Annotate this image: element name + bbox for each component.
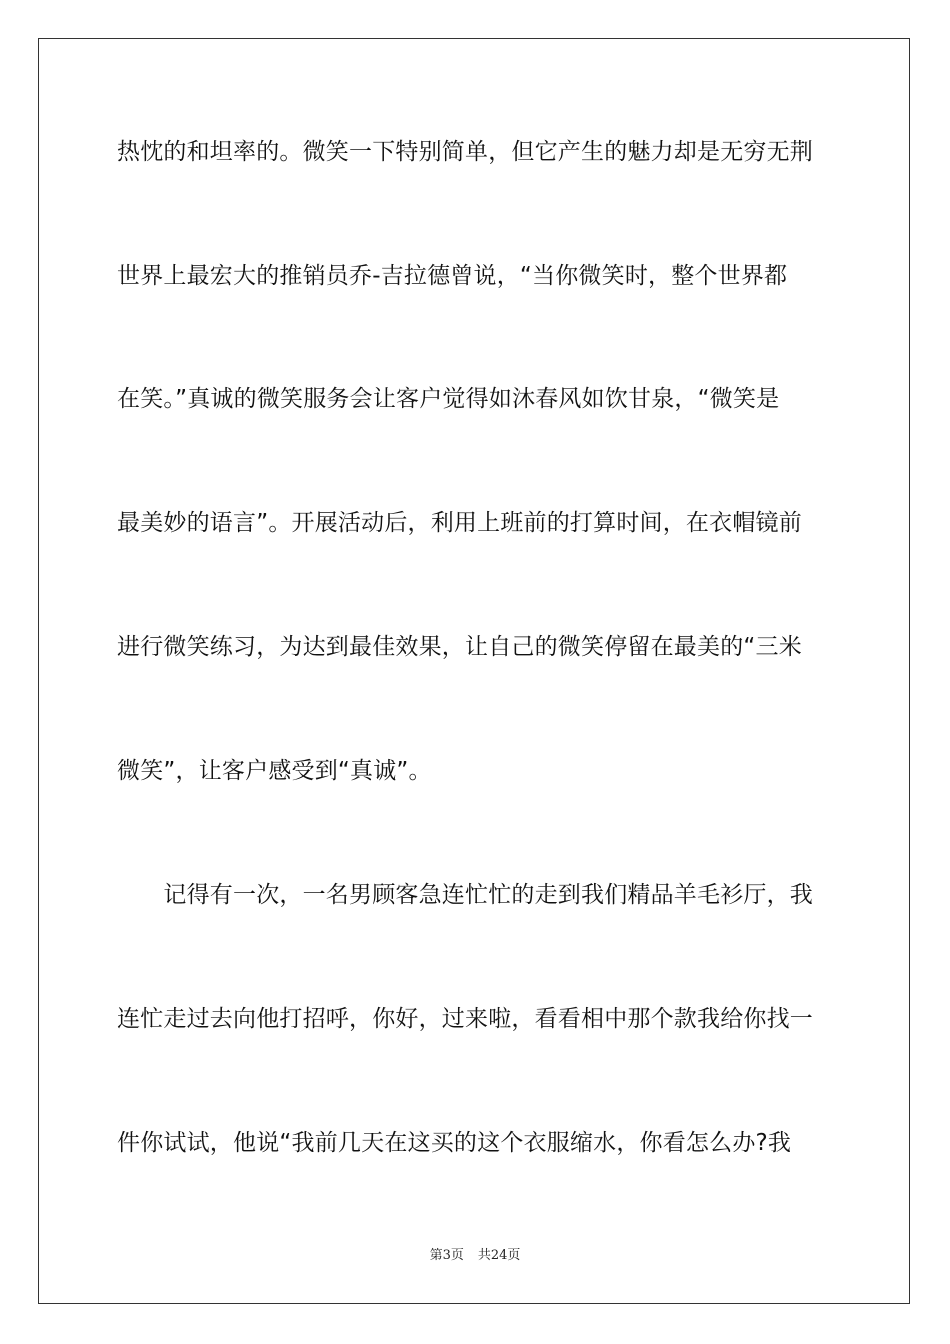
page-footer (0, 1244, 950, 1263)
text-line: 微笑”，让客户感受到“真诚”。 (117, 758, 432, 784)
text-line: 进行微笑练习，为达到最佳效果，让自己的微笑停留在最美的“三米 (117, 634, 802, 660)
text-line: 最美妙的语言”。开展活动后，利用上班前的打算时间，在衣帽镜前 (117, 510, 802, 536)
text-line: 记得有一次，一名男顾客急连忙忙的走到我们精品羊毛衫厅，我 (117, 882, 813, 908)
text-line: 件你试试，他说“我前几天在这买的这个衣服缩水，你看怎么办?我 (117, 1130, 792, 1156)
text-line: 世界上最宏大的推销员乔-吉拉德曾说，“当你微笑时，整个世界都 (117, 263, 788, 289)
page-border (38, 38, 910, 1304)
text-line: 热忱的和坦率的。微笑一下特别简单，但它产生的魅力却是无穷无荆 (117, 139, 813, 165)
page-number: 第3页 (429, 1248, 464, 1263)
text-line: 在笑。”真诚的微笑服务会让客户觉得如沐春风如饮甘泉，“微笑是 (117, 386, 780, 412)
page-total: 共24页 (477, 1248, 521, 1263)
text-line: 连忙走过去向他打招呼，你好，过来啦，看看相中那个款我给你找一 (117, 1006, 813, 1032)
